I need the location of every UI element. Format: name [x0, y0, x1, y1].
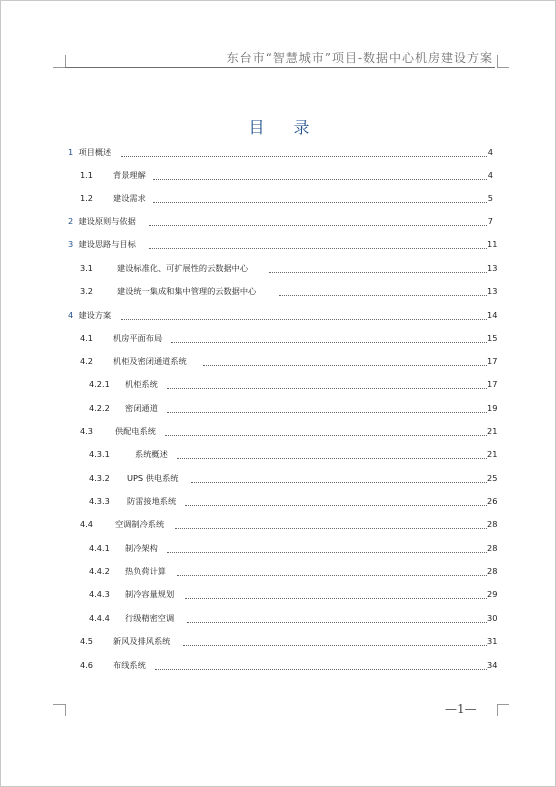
- leader-dots: [191, 482, 487, 483]
- leader-dots: [167, 412, 487, 413]
- toc-entry-number: 4: [68, 310, 74, 320]
- toc-entry-title: 建设标准化、可扩展性的云数据中心: [117, 263, 249, 273]
- toc-entry-title: 建设思路与目标: [78, 239, 136, 249]
- toc-entry-title: 系统概述: [135, 449, 168, 459]
- toc-entry-number: 4.3: [80, 426, 94, 436]
- toc-entry-title: 新风及排风系统: [113, 636, 171, 646]
- toc-entry-page: 17: [487, 356, 498, 366]
- leader-dots: [187, 622, 487, 623]
- toc-entry-page: 4: [487, 147, 493, 157]
- toc-entry-title: 制冷架构: [125, 543, 158, 553]
- leader-dots: [153, 179, 487, 180]
- header-rule: [65, 67, 495, 68]
- toc-entry-page: 34: [487, 660, 498, 670]
- toc-entry-title: 建设方案: [78, 310, 112, 320]
- leader-dots: [177, 458, 487, 459]
- toc-entry-number: 1: [68, 147, 74, 157]
- toc-entry-title: 建设原则与依据: [78, 216, 136, 226]
- toc-title: 目 录: [248, 118, 322, 137]
- toc-entry[interactable]: [1, 379, 556, 393]
- leader-dots: [175, 528, 487, 529]
- toc-entry-number: 3.2: [80, 286, 94, 296]
- toc-entry[interactable]: [1, 613, 556, 627]
- toc-entry-title: 行级精密空调: [125, 613, 175, 623]
- toc-entry[interactable]: [1, 216, 556, 230]
- running-header: 东台市“智慧城市”项目-数据中心机房建设方案: [226, 51, 493, 65]
- toc-entry-title: 机房平面布局: [113, 333, 163, 343]
- toc-entry-title: 布线系统: [113, 660, 146, 670]
- toc-entry[interactable]: [1, 147, 556, 161]
- leader-dots: [279, 295, 487, 296]
- toc-entry[interactable]: [1, 239, 556, 253]
- toc-entry-page: 15: [487, 333, 498, 343]
- toc-entry[interactable]: [1, 566, 556, 580]
- toc-entry[interactable]: [1, 589, 556, 603]
- toc-entry-page: 13: [487, 263, 498, 273]
- toc-entry-page: 28: [487, 543, 498, 553]
- page-number: —1—: [445, 702, 477, 716]
- toc-entry-page: 28: [487, 519, 498, 529]
- toc-entry-page: 4: [487, 170, 493, 180]
- toc-entry-number: 4.5: [80, 636, 94, 646]
- leader-dots: [203, 365, 487, 366]
- leader-dots: [167, 388, 487, 389]
- leader-dots: [183, 645, 487, 646]
- toc-entry[interactable]: [1, 496, 556, 510]
- toc-entry-page: 5: [487, 193, 493, 203]
- toc-entry[interactable]: [1, 403, 556, 417]
- toc-entry-page: 28: [487, 566, 498, 576]
- toc-entry-number: 3: [68, 239, 74, 249]
- toc-entry-page: 29: [487, 589, 498, 599]
- toc-entry[interactable]: [1, 170, 556, 184]
- toc-entry-number: 4.4: [80, 519, 94, 529]
- toc-entry-number: 4.4.2: [89, 566, 110, 576]
- toc-entry-number: 4.4.3: [89, 589, 110, 599]
- toc-entry-page: 31: [487, 636, 498, 646]
- toc-entry[interactable]: [1, 263, 556, 277]
- leader-dots: [121, 319, 487, 320]
- toc-entry-page: 13: [487, 286, 498, 296]
- toc-entry-number: 4.4.4: [89, 613, 110, 623]
- leader-dots: [177, 575, 487, 576]
- toc-entry-number: 1.1: [80, 170, 94, 180]
- toc-entry-number: 4.1: [80, 333, 94, 343]
- toc-entry-page: 21: [487, 449, 498, 459]
- toc-entry-page: 21: [487, 426, 498, 436]
- toc-entry-title: 建设统一集成和集中管理的云数据中心: [117, 286, 257, 296]
- toc-entry-number: 4.4.1: [89, 543, 110, 553]
- toc-entry-title: 密闭通道: [125, 403, 158, 413]
- toc-entry-page: 17: [487, 379, 498, 389]
- toc-entry[interactable]: [1, 193, 556, 207]
- toc-entry-title: 制冷容量规划: [125, 589, 175, 599]
- toc-entry[interactable]: [1, 636, 556, 650]
- toc-entry-title: UPS 供电系统: [127, 473, 179, 483]
- toc-entry-number: 2: [68, 216, 74, 226]
- toc-entry-number: 4.2.1: [89, 379, 110, 389]
- toc-entry[interactable]: [1, 473, 556, 487]
- leader-dots: [155, 669, 487, 670]
- toc-entry[interactable]: [1, 286, 556, 300]
- toc-entry-title: 热负荷计算: [125, 566, 166, 576]
- toc-entry[interactable]: [1, 519, 556, 533]
- toc-entry-number: 4.3.2: [89, 473, 110, 483]
- toc-entry-page: 7: [487, 216, 493, 226]
- leader-dots: [165, 435, 487, 436]
- toc-entry[interactable]: [1, 660, 556, 674]
- toc-entry[interactable]: [1, 310, 556, 324]
- toc-entry-page: 11: [487, 239, 498, 249]
- leader-dots: [153, 202, 487, 203]
- toc-entry[interactable]: [1, 543, 556, 557]
- leader-dots: [167, 552, 487, 553]
- toc-entry-title: 项目概述: [78, 147, 112, 157]
- leader-dots: [171, 342, 487, 343]
- toc-entry-title: 建设需求: [113, 193, 146, 203]
- toc-entry-page: 19: [487, 403, 498, 413]
- toc-entry-number: 3.1: [80, 263, 94, 273]
- toc-entry-page: 14: [487, 310, 498, 320]
- leader-dots: [269, 272, 487, 273]
- leader-dots: [149, 248, 487, 249]
- toc-entry-page: 30: [487, 613, 498, 623]
- toc-entry-number: 4.2.2: [89, 403, 110, 413]
- toc-entry-title: 背景理解: [113, 170, 146, 180]
- toc-entry-title: 供配电系统: [115, 426, 156, 436]
- leader-dots: [185, 598, 487, 599]
- toc-entry-title: 空调制冷系统: [115, 519, 165, 529]
- toc-entry-page: 25: [487, 473, 498, 483]
- toc-entry-title: 防雷接地系统: [127, 496, 177, 506]
- toc-entry-number: 1.2: [80, 193, 94, 203]
- toc-entry-number: 4.3.1: [89, 449, 110, 459]
- leader-dots: [185, 505, 487, 506]
- toc-entry-page: 26: [487, 496, 498, 506]
- toc-entry-number: 4.3.3: [89, 496, 110, 506]
- toc-entry[interactable]: [1, 356, 556, 370]
- leader-dots: [149, 225, 487, 226]
- toc-entry-title: 机柜系统: [125, 379, 158, 389]
- toc-entry-number: 4.6: [80, 660, 94, 670]
- toc-entry-title: 机柜及密闭通道系统: [113, 356, 187, 366]
- toc-entry[interactable]: [1, 449, 556, 463]
- toc-entry-number: 4.2: [80, 356, 94, 366]
- toc-entry[interactable]: [1, 426, 556, 440]
- leader-dots: [121, 156, 487, 157]
- toc-entry[interactable]: [1, 333, 556, 347]
